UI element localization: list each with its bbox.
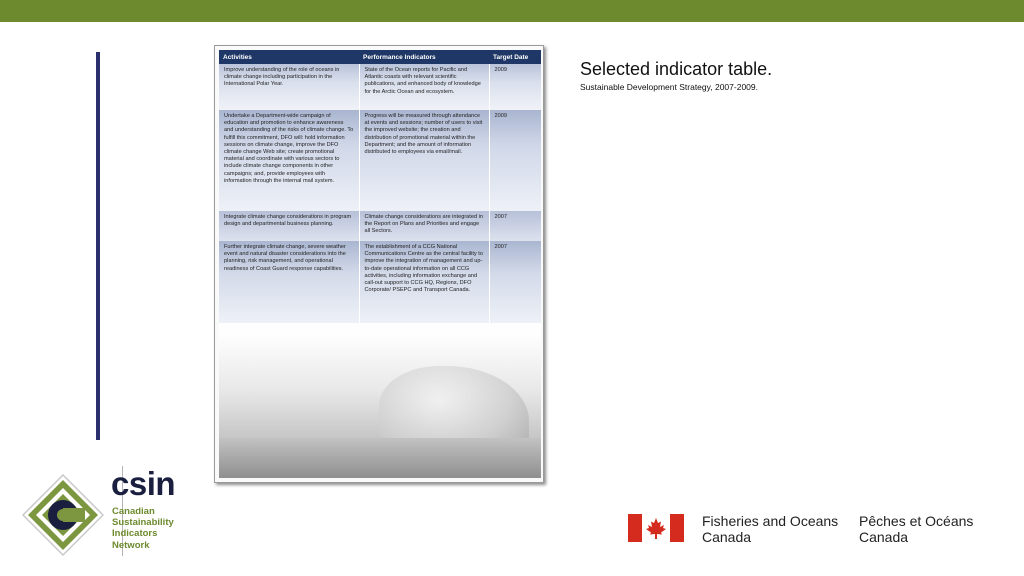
department-name-line: Canada [859,529,909,545]
activity-cell: Integrate climate change considerations in program design and departmental business planning. [219,211,359,241]
activity-cell: Undertake a Department-wide campaign of education and promotion to enhance awareness and understanding of the risks of climate change. To fulfill this commitment, DFO will: hold information sessions on climate change, improve the DFO climate change Web site; create promotional material and coordinate with various sectors to include climate change components in other campaigns; and, provide employees with information through the internal mail system. [219,110,359,211]
indicator-cell: The establishment of a CCG National Communications Centre as the central facility to improve the integration of management and up-to-date operational information on all CCG activities, including information exchange and call-out support to CCG HQ, Regions, DFO Corporate/ PSEPC and Transport Canada. [359,241,489,323]
department-name-line: Pêches et Océans [859,513,974,529]
target-date-cell: 2007 [489,211,541,241]
table-row [219,241,541,323]
scanned-document [214,45,544,483]
indicator-cell: State of the Ocean reports for Pacific and Atlantic coasts with relevant scientific publications, and enhanced body of knowledge for the Arctic Ocean and ecosystem. [359,64,489,110]
csin-name-line: Sustainability [112,517,174,529]
target-date-cell: 2007 [489,241,541,323]
activity-cell: Improve understanding of the role of oceans in climate change including participation in the International Polar Year. [219,64,359,110]
photo-ground [219,438,541,478]
table-row [219,211,541,241]
table-row [219,110,541,211]
table-row [219,64,541,110]
canada-flag-icon [628,514,684,542]
csin-name-line: Network [112,539,150,551]
left-accent-rule [96,52,100,440]
document-background-photo [219,332,541,478]
target-date-cell: 2009 [489,64,541,110]
csin-name-line: Indicators [112,528,158,540]
department-name-line: Canada [702,529,752,545]
header-performance-indicators: Performance Indicators [359,50,489,64]
indicator-table [219,50,541,323]
department-name-english [702,513,838,545]
document-page [219,50,541,478]
csin-full-name [112,506,174,551]
header-activities: Activities [219,50,359,64]
target-date-cell: 2009 [489,110,541,211]
csin-name-line: Canadian [112,506,155,517]
slide-title: Selected indicator table. [580,59,773,79]
csin-wordmark: csin [111,465,176,502]
top-accent-bar [0,0,1024,22]
header-target-date: Target Date [489,50,541,64]
csin-diamond-logo-icon [22,474,104,556]
indicator-cell: Progress will be measured through attendance at events and sessions; number of users to visit the improved website; the creation and distribution of promotional material within the Department; and the amount of information distributed to employees via email/mail. [359,110,489,211]
indicator-cell: Climate change considerations are integrated in the Report on Plans and Priorities and engage all Sectors. [359,211,489,241]
activity-cell: Further integrate climate change, severe weather event and natural disaster considerations into the planning, risk management, and operational readiness of Coast Guard response capabilities. [219,241,359,323]
slide-subtitle: Sustainable Development Strategy, 2007-2009. [580,82,758,92]
department-name-french [859,513,973,545]
table-header-row [219,50,541,64]
department-name-line: Fisheries and Oceans [702,513,839,529]
